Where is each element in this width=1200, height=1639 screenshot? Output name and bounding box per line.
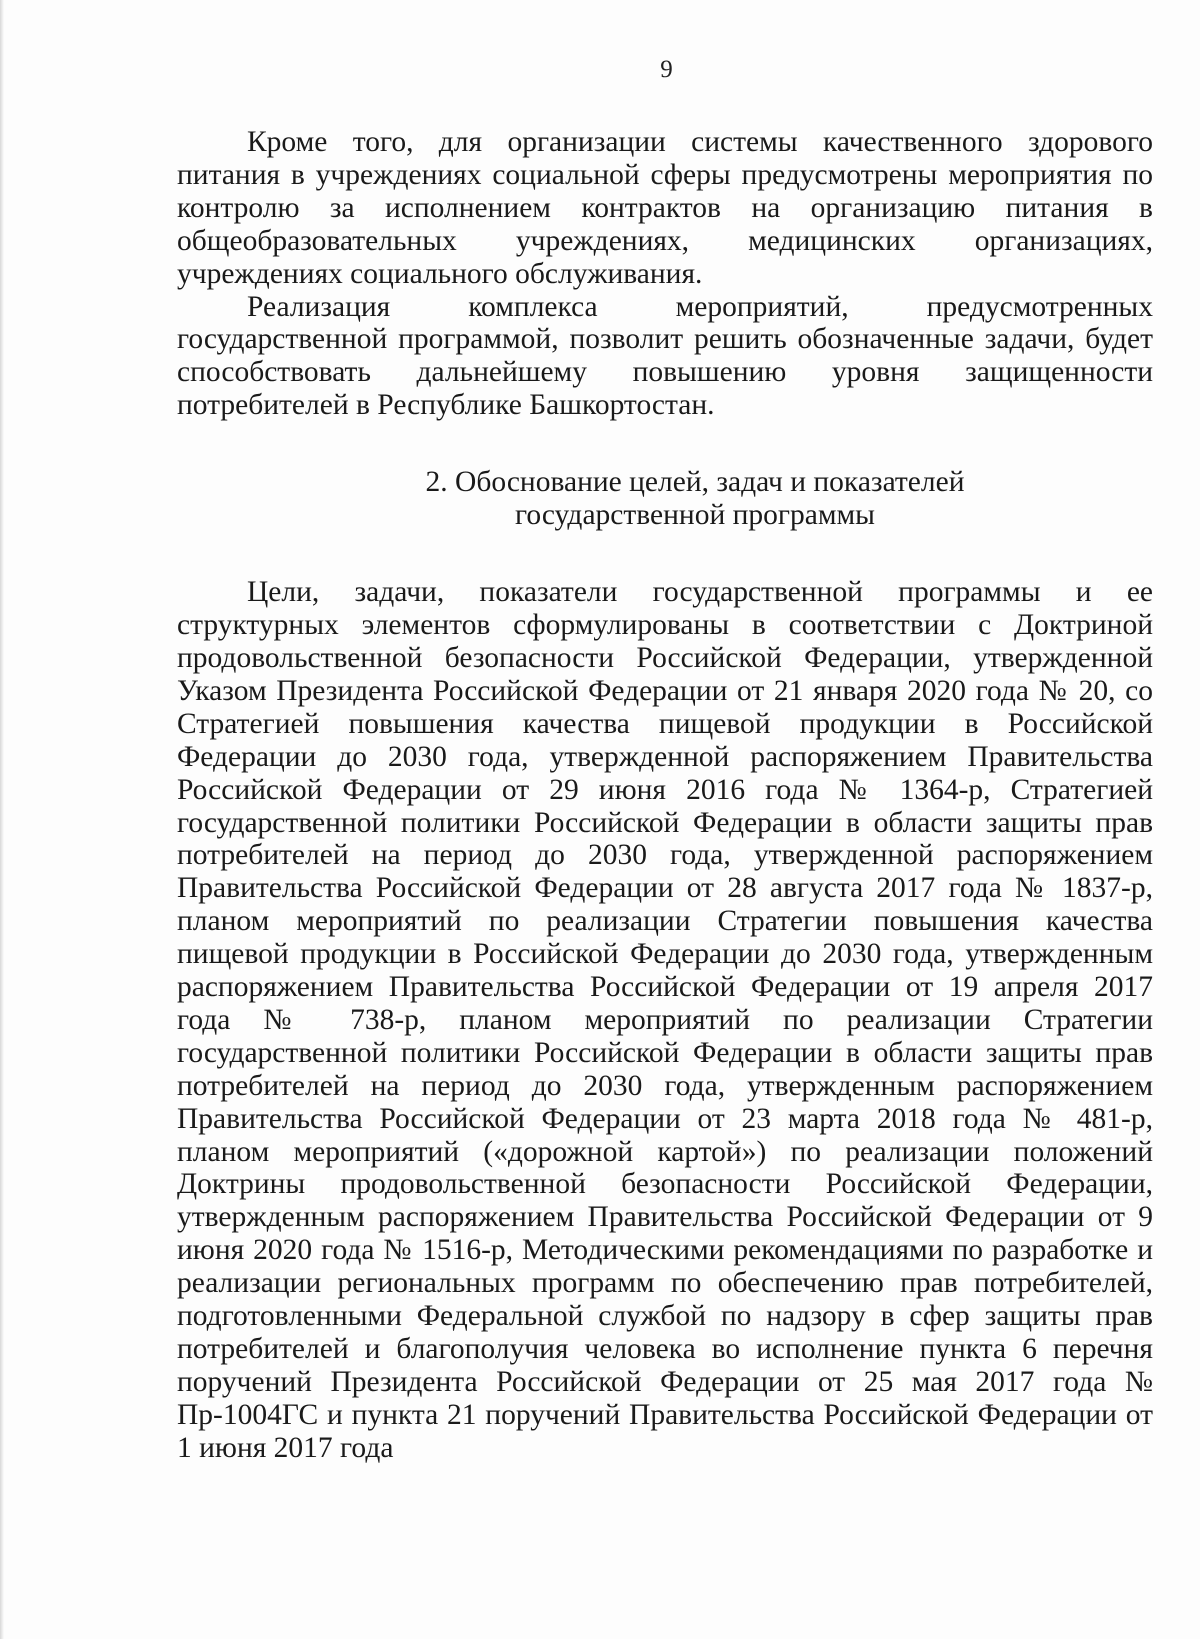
- paragraph-implementation: Реализация комплекса мероприятий, предусмотренных государственной программой, позволит решить обозначенные задачи, будет способствовать дальнейшему повышению уровня защищенности потребителей в Республике Башкортостан.: [177, 290, 1153, 422]
- paragraph-nutrition: Кроме того, для организации системы качественного здорового питания в учреждениях социальной сферы предусмотрены мероприятия по контролю за исполнением контрактов на организацию питания в общеобразовательных учреждениях, медицинских организациях, учреждениях социального обслуживания.: [177, 126, 1153, 290]
- document-body: [177, 126, 1153, 1465]
- scan-edge: [0, 0, 4, 1639]
- section-heading-line1: 2. Обоснование целей, задач и показателей: [425, 466, 965, 499]
- section-heading: [177, 466, 1153, 532]
- section-heading-line2: государственной программы: [514, 499, 875, 532]
- paragraph-goals: Цели, задачи, показатели государственной программы и ее структурных элементов сформулированы в соответствии с Доктриной продовольственной безопасности Российской Федерации, утвержденной Указом Президента Российской Федерации от 21 января 2020 года № 20, со Стратегией повышения качества пищевой продукции в Российской Федерации до 2030 года, утвержденной распоряжением Правительства Российской Федерации от 29 июня 2016 года № 1364-р, Стратегией государственной политики Российской Федерации в области защиты прав потребителей на период до 2030 года, утвержденной распоряжением Правительства Российской Федерации от 28 августа 2017 года № 1837-р, планом мероприятий по реализации Стратегии повышения качества пищевой продукции в Российской Федерации до 2030 года, утвержденным распоряжением Правительства Российской Федерации от 19 апреля 2017 года № 738-р, планом мероприятий по реализации Стратегии государственной политики Российской Федерации в области защиты прав потребителей на период до 2030 года, утвержденным распоряжением Правительства Российской Федерации от 23 марта 2018 года № 481-р, планом мероприятий («дорожной картой») по реализации положений Доктрины продовольственной безопасности Российской Федерации, утвержденным распоряжением Правительства Российской Федерации от 9 июня 2020 года № 1516-р, Методическими рекомендациями по разработке и реализации региональных программ по обеспечению прав потребителей, подготовленными Федеральной службой по надзору в сфер защиты прав потребителей и благополучия человека во исполнение пункта 6 перечня поручений Президента Российской Федерации от 25 мая 2017 года № Пр-1004ГС и пункта 21 поручений Правительства Российской Федерации от 1 июня 2017 года: [177, 576, 1153, 1464]
- page-number: 9: [660, 56, 673, 83]
